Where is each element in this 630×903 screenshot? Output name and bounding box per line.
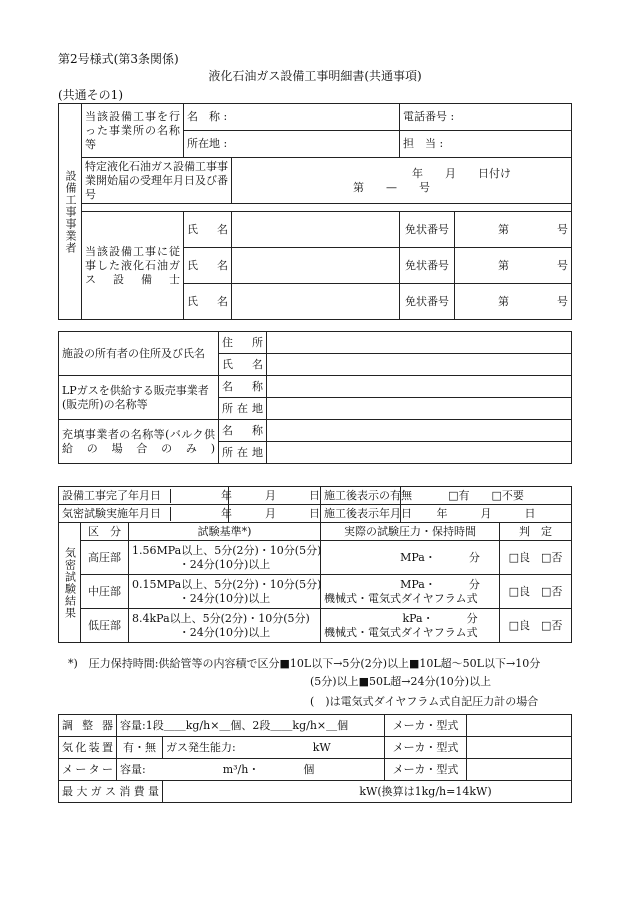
regulator-maker-label: メーカ・型式 — [385, 715, 467, 737]
class-cell: 中圧部 — [81, 575, 129, 609]
filler-address-field[interactable] — [267, 442, 572, 464]
vaporizer-maker-label: メーカ・型式 — [385, 737, 467, 759]
go-label: 号 — [557, 258, 569, 272]
standard-line: 0.15MPa以上、5分(2分)・10分(5分) — [132, 577, 322, 591]
actual-line: 機械式・電気式ダイヤフラム式 — [324, 591, 478, 605]
filler-name-field[interactable] — [267, 420, 572, 442]
regulator-maker-field[interactable] — [467, 715, 572, 737]
test-table — [58, 486, 572, 643]
standard-cell — [129, 541, 321, 575]
notice-number: 第 — 号 — [353, 180, 431, 194]
display-label: 施工後表示の有無 — [321, 487, 401, 505]
col-class: 区 分 — [81, 523, 129, 541]
completion-label: 設備工事完了年月日 — [59, 489, 171, 503]
filler-label: 充填事業者の名称等(バルク供給の場合のみ) — [59, 420, 219, 464]
notice-field[interactable] — [232, 158, 572, 204]
seller-label: LPガスを供給する販売事業者(販売所)の名称等 — [59, 376, 219, 420]
worker-license-label: 免状番号 — [400, 212, 455, 248]
worker-license-label: 免状番号 — [400, 248, 455, 284]
actual-cell[interactable] — [321, 541, 500, 575]
standard-cell — [129, 575, 321, 609]
display-date-label: 施工後表示年月日 — [321, 505, 401, 523]
worker-name-label: 氏 名 — [184, 284, 232, 320]
notice-label: 特定液化石油ガス設備工事事業開始届の受理年月日及び番号 — [82, 158, 232, 204]
standard-cell — [129, 609, 321, 643]
vaporizer-maker-field[interactable] — [467, 737, 572, 759]
actual-cell[interactable] — [321, 575, 500, 609]
phone-field[interactable] — [400, 104, 572, 131]
address-label: 所在地 : — [187, 137, 228, 150]
completion-row — [59, 487, 320, 505]
contractor-side-label: 設備工事事業者 — [59, 104, 82, 320]
owner-address-label: 住 所 — [219, 332, 267, 354]
vaporizer-capacity[interactable]: ガス発生能力: kW — [163, 737, 385, 759]
actual-line: kPa・ 分 — [402, 611, 478, 625]
standard-line: ・24分(10分)以上 — [178, 557, 271, 571]
worker-license-field[interactable] — [455, 248, 572, 284]
col-judge: 判 定 — [500, 523, 572, 541]
meter-capacity[interactable]: 容量: m³/h・ 個 — [117, 759, 385, 781]
display-date[interactable]: 年 月 日 — [401, 505, 572, 523]
judge-cell[interactable]: □良 □否 — [500, 575, 572, 609]
contractor-table — [58, 103, 572, 320]
go-label: 号 — [557, 294, 569, 308]
owner-label: 施設の所有者の住所及び氏名 — [59, 332, 219, 376]
seller-address-label: 所在地 — [219, 398, 267, 420]
standard-line: ・24分(10分)以上 — [178, 625, 271, 639]
judge-cell[interactable]: □良 □否 — [500, 541, 572, 575]
dai-label: 第 — [498, 294, 510, 308]
worker-name-field[interactable] — [232, 284, 400, 320]
note-line-1: *) 圧力保持時間:供給管等の内容積で区分■10L以下→5分(2分)以上■10L超〜50L以下→10分 — [68, 657, 541, 670]
actual-line: 機械式・電気式ダイヤフラム式 — [324, 625, 478, 639]
worker-name-label: 氏 名 — [184, 212, 232, 248]
class-cell: 低圧部 — [81, 609, 129, 643]
worker-license-field[interactable] — [455, 284, 572, 320]
class-cell: 高圧部 — [81, 541, 129, 575]
completion-date[interactable]: 年 月 日 — [221, 488, 320, 502]
filler-name-label: 名 称 — [219, 420, 267, 442]
worker-license-label: 免状番号 — [400, 284, 455, 320]
dai-label: 第 — [498, 258, 510, 272]
actual-line: MPa・ 分 — [400, 577, 480, 591]
seller-address-field[interactable] — [267, 398, 572, 420]
name-label: 名 称 : — [187, 110, 228, 123]
person-field[interactable] — [400, 131, 572, 158]
worker-name-label: 氏 名 — [184, 248, 232, 284]
note-line-3: ( )は電気式ダイヤフラム式自記圧力計の場合 — [310, 695, 539, 708]
judge-cell[interactable]: □良 □否 — [500, 609, 572, 643]
page-title: 液化石油ガス設備工事明細書(共通事項) — [208, 69, 422, 83]
meter-maker-field[interactable] — [467, 759, 572, 781]
worker-name-field[interactable] — [232, 212, 400, 248]
standard-line: ・24分(10分)以上 — [178, 591, 271, 605]
facility-table — [58, 331, 572, 464]
seller-name-field[interactable] — [267, 376, 572, 398]
notice-date: 年 月 日付け — [412, 166, 512, 180]
form-number: 第2号様式(第3条関係) — [58, 52, 179, 66]
actual-line: MPa・ 分 — [400, 550, 480, 564]
actual-cell[interactable] — [321, 609, 500, 643]
note-line-2: (5分)以上■50L超→24分(10分)以上 — [310, 675, 492, 688]
standard-line: 8.4kPa以上、5分(2分)・10分(5分) — [132, 611, 310, 625]
owner-address-field[interactable] — [267, 332, 572, 354]
airtight-label: 気密試験実施年月日 — [59, 507, 171, 521]
page-subtitle: (共通その1) — [58, 88, 123, 102]
meter-maker-label: メーカ・型式 — [385, 759, 467, 781]
dai-label: 第 — [498, 222, 510, 236]
airtight-row — [59, 505, 320, 523]
max-consumption-value[interactable]: kW(換算は1kg/h=14kW) — [163, 781, 572, 803]
filler-address-label: 所在地 — [219, 442, 267, 464]
office-name-field[interactable] — [184, 104, 400, 131]
vaporizer-options[interactable]: 有・無 — [117, 737, 163, 759]
col-actual: 実際の試験圧力・保持時間 — [321, 523, 500, 541]
owner-name-field[interactable] — [267, 354, 572, 376]
owner-name-label: 氏 名 — [219, 354, 267, 376]
office-address-field[interactable] — [184, 131, 400, 158]
phone-label: 電話番号 : — [403, 110, 455, 123]
go-label: 号 — [557, 222, 569, 236]
test-side-label: 気密試験結果 — [59, 523, 81, 643]
worker-name-field[interactable] — [232, 248, 400, 284]
col-standard: 試験基準*) — [129, 523, 321, 541]
equipment-table — [58, 714, 572, 803]
office-label: 当該設備工事を行った事業所の名称等 — [82, 104, 184, 158]
workers-label: 当該設備工事に従事した液化石油ガス設備士 — [82, 212, 184, 320]
regulator-label: 調整器 — [59, 715, 117, 737]
airtight-date[interactable]: 年 月 日 — [221, 506, 320, 520]
standard-line: 1.56MPa以上、5分(2分)・10分(5分) — [132, 543, 322, 557]
regulator-capacity[interactable]: 容量:1段＿＿kg/h×＿個、2段＿＿kg/h×＿個 — [117, 715, 385, 737]
seller-name-label: 名 称 — [219, 376, 267, 398]
person-label: 担 当 : — [403, 137, 444, 150]
worker-license-field[interactable] — [455, 212, 572, 248]
max-consumption-label: 最大ガス消費量 — [59, 781, 163, 803]
meter-label: メーター — [59, 759, 117, 781]
display-options[interactable]: □有 □不要 — [401, 487, 572, 505]
vaporizer-label: 気化装置 — [59, 737, 117, 759]
